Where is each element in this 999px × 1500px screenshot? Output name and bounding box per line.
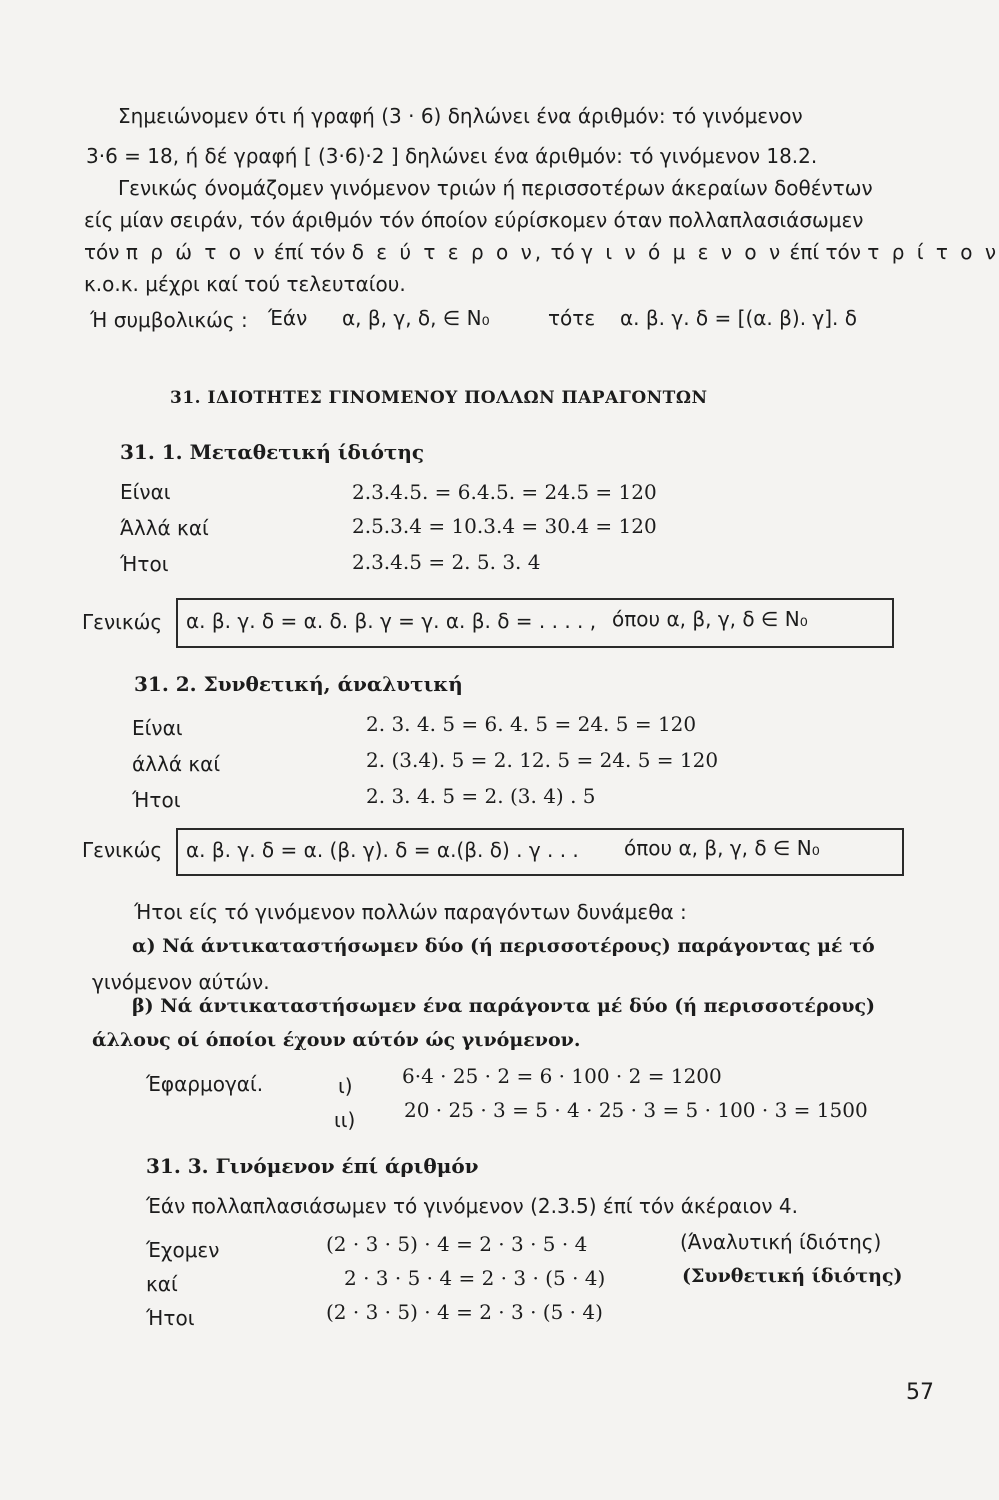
word-ginomenon: γ ι ν ό μ ε ν ο ν [581, 240, 784, 264]
s3-intro: Έάν πολλαπλασιάσωμεν τό γινόμενον (2.3.5) έπί τόν άκέραιον 4. [146, 1194, 798, 1218]
s1-general-condition: όπου α, β, γ, δ ∈ N₀ [612, 607, 808, 631]
word-triton: τ ρ ί τ ο ν [867, 240, 999, 264]
symbolic-then: τότε [548, 306, 596, 330]
intro-line-1: Σημειώνομεν ότι ή γραφή (3 · 6) δηλώνει ένα άριθμόν: τό γινόμενον [118, 104, 803, 128]
s2-row-1-expr: 2. 3. 4. 5 = 6. 4. 5 = 24. 5 = 120 [366, 712, 697, 736]
s3-row-1-note: (Άναλυτική ίδιότης) [680, 1230, 882, 1254]
subsection-2-heading: 31. 2. Συνθετική, άναλυτική [134, 672, 463, 696]
s2-item-b-line-1: β) Νά άντικαταστήσωμεν ένα παράγοντα μέ δύο (ή περισσοτέρους) [132, 995, 876, 1017]
word-deuteron: δ ε ύ τ ε ρ ο ν, [351, 240, 545, 264]
s2-row-3-label: Ήτοι [132, 788, 181, 812]
s2-ability-line: Ήτοι είς τό γινόμενον πολλών παραγόντων δυνάμεθα : [134, 900, 687, 924]
intro-line-3: Γενικώς όνομάζομεν γινόμενον τριών ή περισσοτέρων άκεραίων δοθέντων [118, 176, 873, 200]
s3-row-2-expr: 2 · 3 · 5 · 4 = 2 · 3 · (5 · 4) [344, 1266, 606, 1290]
page-number: 57 [906, 1380, 934, 1405]
section-title [170, 386, 708, 410]
intro-line-5 [84, 240, 999, 264]
word-epi-ton-2: έπί τόν [789, 240, 861, 264]
s1-row-2-label: Άλλά καί [120, 516, 209, 540]
s3-row-2-note: (Συνθετική ίδιότης) [682, 1265, 903, 1287]
word-proton: π ρ ώ τ ο ν [125, 240, 268, 264]
s2-item-a-line-1: α) Νά άντικαταστήσωμεν δύο (ή περισσοτέρους) παράγοντας μέ τό [132, 935, 875, 957]
s3-row-3-expr: (2 · 3 · 5) · 4 = 2 · 3 · (5 · 4) [326, 1300, 603, 1324]
section-title-text: ΙΔΙΟΤΗΤΕΣ ΓΙΝΟΜΕΝΟΥ ΠΟΛΛΩΝ ΠΑΡΑΓΟΝΤΩΝ [207, 388, 708, 408]
s2-app-2-expr: 20 · 25 · 3 = 5 · 4 · 25 · 3 = 5 · 100 · 3 = 1500 [404, 1098, 868, 1122]
symbolic-if: Έάν [268, 306, 308, 330]
s2-app-2-number: ιι) [334, 1108, 356, 1132]
s3-row-1-label: Έχομεν [146, 1238, 220, 1262]
s3-row-2-label: καί [146, 1272, 178, 1296]
s2-general-label: Γενικώς [82, 838, 163, 862]
s3-row-3-label: Ήτοι [146, 1306, 195, 1330]
intro-line-2: 3·6 = 18, ή δέ γραφή [ (3·6)·2 ] δηλώνει ένα άριθμόν: τό γινόμενον 18.2. [86, 144, 818, 168]
s2-item-b-line-2: άλλους οί όποίοι έχουν αύτόν ώς γινόμενον. [92, 1029, 581, 1051]
s1-row-3-label: Ήτοι [120, 552, 169, 576]
s1-row-1-expr: 2.3.4.5. = 6.4.5. = 24.5 = 120 [352, 480, 657, 504]
s1-row-2-expr: 2.5.3.4 = 10.3.4 = 30.4 = 120 [352, 514, 657, 538]
section-number: 31. [170, 388, 202, 408]
symbolic-result: α. β. γ. δ = [(α. β). γ]. δ [620, 306, 858, 330]
s3-row-1-expr: (2 · 3 · 5) · 4 = 2 · 3 · 5 · 4 [326, 1232, 588, 1256]
s2-item-a-line-2: γινόμενον αύτών. [92, 970, 270, 994]
s2-row-3-expr: 2. 3. 4. 5 = 2. (3. 4) . 5 [366, 784, 596, 808]
word-ton: τόν [84, 240, 120, 264]
symbolic-vars: α, β, γ, δ, ∈ N₀ [342, 306, 490, 330]
s2-row-2-label: άλλά καί [132, 752, 221, 776]
s1-general-label: Γενικώς [82, 610, 163, 634]
word-to: τό [550, 240, 575, 264]
s2-applications-label: Έφαρμογαί. [146, 1072, 264, 1096]
s2-app-1-number: ι) [338, 1074, 353, 1098]
intro-line-4: είς μίαν σειράν, τόν άριθμόν τόν όποίον εύρίσκομεν όταν πολλαπλασιάσωμεν [84, 208, 864, 232]
s2-general-expr: α. β. γ. δ = α. (β. γ). δ = α.(β. δ) . γ . . . [186, 838, 579, 862]
subsection-1-heading: 31. 1. Μεταθετική ίδιότης [120, 440, 425, 464]
s2-app-1-expr: 6·4 · 25 · 2 = 6 · 100 · 2 = 1200 [402, 1064, 722, 1088]
s1-row-1-label: Είναι [120, 480, 171, 504]
s2-row-2-expr: 2. (3.4). 5 = 2. 12. 5 = 24. 5 = 120 [366, 748, 719, 772]
word-epi-ton: έπί τόν [273, 240, 346, 264]
subsection-3-heading: 31. 3. Γινόμενον έπί άριθμόν [146, 1154, 479, 1178]
s2-general-condition: όπου α, β, γ, δ ∈ N₀ [624, 836, 820, 860]
s1-row-3-expr: 2.3.4.5 = 2. 5. 3. 4 [352, 550, 541, 574]
s2-row-1-label: Είναι [132, 716, 183, 740]
s1-general-expr: α. β. γ. δ = α. δ. β. γ = γ. α. β. δ = . . . . , [186, 609, 597, 633]
symbolic-label: Ή συμβολικώς : [90, 308, 248, 332]
intro-line-6: κ.ο.κ. μέχρι καί τού τελευταίου. [84, 272, 406, 296]
